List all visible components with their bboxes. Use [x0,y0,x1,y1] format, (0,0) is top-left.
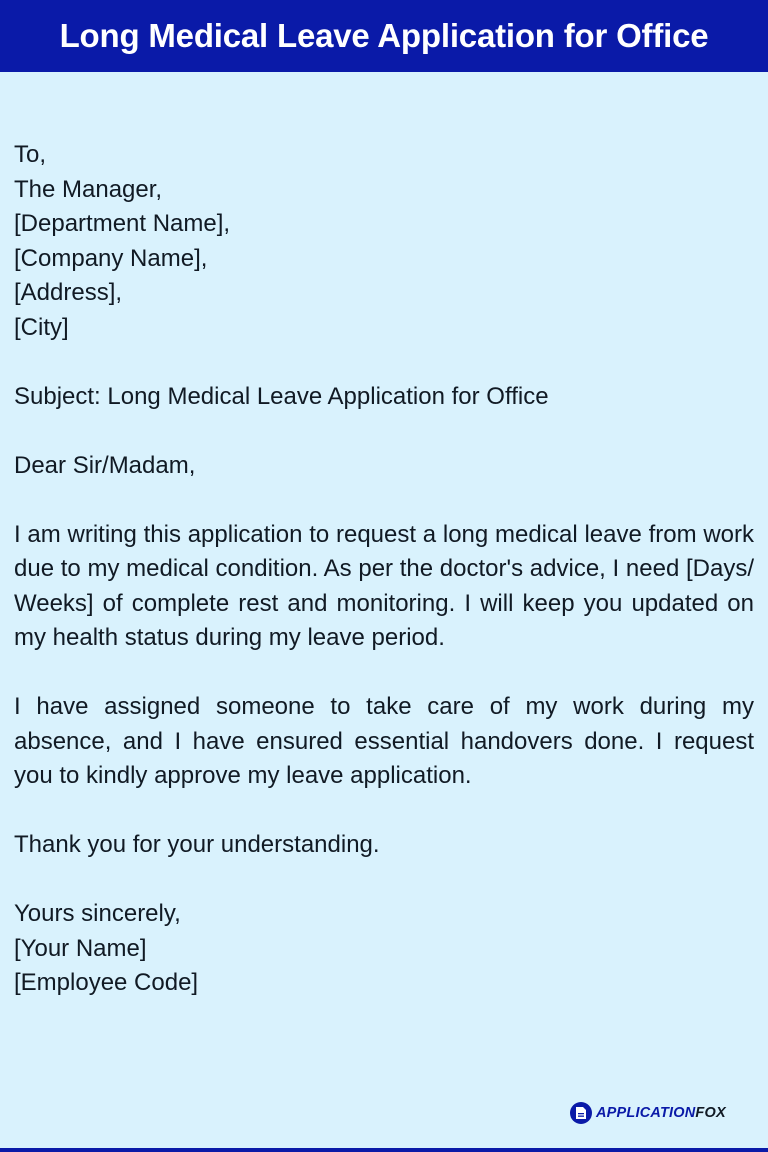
applicationfox-logo [570,1102,726,1124]
logo-text: APPLICATIONFOX [596,1105,726,1121]
subject-line: Subject: Long Medical Leave Application for Office [14,382,549,410]
body-paragraph-1: I am writing this application to request a long medical leave from work due to my medical condition. As per the doctor's advice, I need [Days/ Weeks] of complete rest and monitoring. I will keep you updated on my health status during my leave period. [14,520,754,651]
document-icon [570,1102,592,1124]
address-line: To, [14,141,47,168]
address-line: [Address], [14,279,123,306]
address-line: [Department Name], [14,210,231,237]
signature-block [14,897,754,1001]
address-line: The Manager, [14,175,163,203]
closing-line: Yours sincerely, [14,900,181,927]
closing-line: [Your Name] [14,934,147,962]
closing-line: [Employee Code] [14,969,199,996]
letter-body [14,138,754,1001]
address-line: [Company Name], [14,244,208,272]
footer-bar [0,1148,768,1152]
thanks-line: Thank you for your understanding. [14,831,380,858]
page-title: Long Medical Leave Application for Office [59,17,709,54]
address-line: [City] [14,313,69,341]
recipient-address [14,138,754,345]
body-paragraph-2: I have assigned someone to take care of my work during my absence, and I have ensured essential handovers done. I request you to kindly approve my leave application. [14,693,754,789]
title-banner [0,0,768,72]
salutation: Dear Sir/Madam, [14,451,196,479]
